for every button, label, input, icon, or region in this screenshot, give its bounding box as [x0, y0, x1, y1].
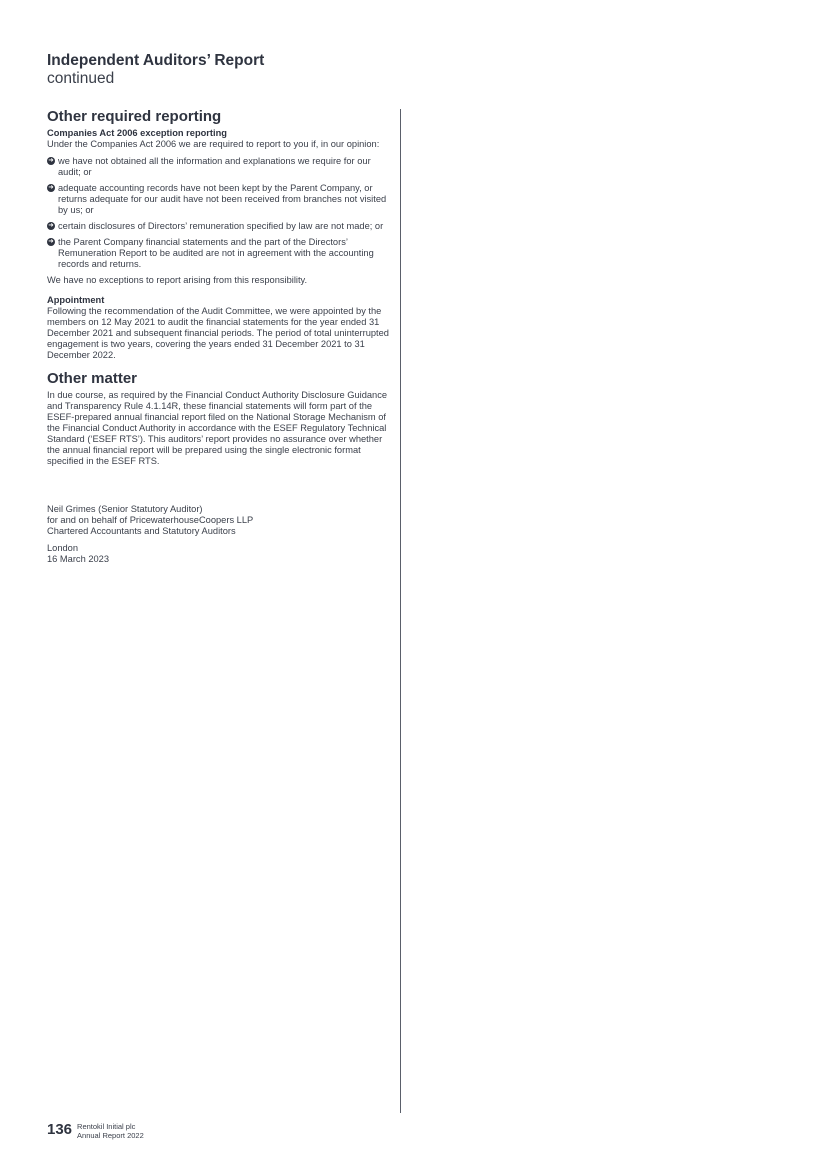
signatory-behalf: for and on behalf of PricewaterhouseCoopers LLP — [47, 515, 254, 525]
page-footer — [47, 1121, 144, 1140]
list-item: ➜ certain disclosures of Directors’ remuneration specified by law are not made; or — [48, 221, 384, 231]
column-divider — [400, 109, 401, 1113]
signature-block — [47, 504, 392, 565]
appointment-paragraph: Following the recommendation of the Audit Committee, we were appointed by the members on 12 May 2021 to audit the financial statements for the year ended 31 December 2021 and subsequent financial periods. The period of total uninterrupted engagement is two years, covering the years ended 31 December 2021 to 31 December 2022. — [47, 306, 389, 360]
list-item: ➜ the Parent Company financial statements and the part of the Directors’ Remuneration Report to be audited are not in agreement with the accounting records and returns. — [48, 237, 374, 269]
list-item: ➜ adequate accounting records have not been kept by the Parent Company, or returns adequate for our audit have not been received from branches not visited by us; or — [48, 183, 387, 215]
section-heading-other-matter: Other matter — [47, 370, 138, 387]
page-number: 136 — [47, 1121, 73, 1138]
report-title: Independent Auditors’ Report — [47, 52, 265, 69]
signature-date: 16 March 2023 — [47, 554, 110, 564]
arrow-circle-icon: ➜ — [48, 222, 54, 229]
no-exceptions-paragraph: We have no exceptions to report arising from this responsibility. — [47, 275, 308, 285]
signatory-role: Chartered Accountants and Statutory Auditors — [47, 526, 236, 536]
other-matter-paragraph: In due course, as required by the Financial Conduct Authority Disclosure Guidance and Transparency Rule 4.1.14R, these financial statements will form part of the ESEF-prepared annual financial report filed on the National Storage Mechanism of the Financial Conduct Authority in accordance with the ESEF Regulatory Technical Standard (‘ESEF RTS’). This auditors’ report provides no assurance over whether the annual financial report will be prepared using the single electronic format specified in the ESEF RTS. — [47, 390, 388, 466]
page-header — [47, 52, 264, 88]
arrow-circle-icon: ➜ — [48, 184, 54, 191]
left-column — [47, 108, 392, 565]
footer-report: Annual Report 2022 — [77, 1131, 144, 1140]
exception-list — [47, 156, 392, 270]
footer-text — [77, 1121, 144, 1140]
arrow-circle-icon: ➜ — [48, 157, 54, 164]
intro-paragraph: Under the Companies Act 2006 we are required to report to you if, in our opinion: — [47, 139, 380, 149]
arrow-circle-icon: ➜ — [48, 238, 54, 245]
signatory-name: Neil Grimes (Senior Statutory Auditor) — [47, 504, 203, 514]
report-subtitle: continued — [47, 70, 115, 87]
list-item: ➜ we have not obtained all the information and explanations we require for our audit; or — [48, 156, 371, 177]
footer-company: Rentokil Initial plc — [77, 1122, 136, 1131]
signature-city: London — [47, 543, 79, 553]
section-heading-other-required-reporting: Other required reporting — [47, 108, 222, 125]
subheading-appointment: Appointment — [47, 295, 105, 305]
subheading-companies-act: Companies Act 2006 exception reporting — [47, 128, 227, 138]
